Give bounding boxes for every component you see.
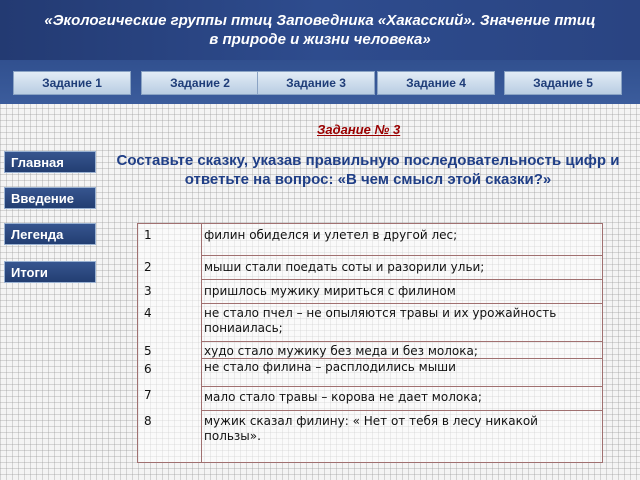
row-number: 8 xyxy=(144,414,152,428)
row-number: 5 xyxy=(144,344,152,358)
page-title: «Экологические группы птиц Заповедника «Хакасский». Значение птиц в природе и жизни человека» xyxy=(44,12,596,48)
row-separator xyxy=(201,303,602,304)
row-separator xyxy=(201,386,602,387)
row-text: пришлось мужику мириться с филином xyxy=(204,284,456,298)
task-title: Задание № 3 xyxy=(317,122,401,137)
row-number: 6 xyxy=(144,362,152,376)
row-text: мало стало травы – корова не дает молока; xyxy=(204,390,482,404)
sidebar-item-results[interactable]: Итоги xyxy=(4,261,96,283)
row-number: 2 xyxy=(144,260,152,274)
header-banner xyxy=(0,0,640,60)
row-text: худо стало мужику без меда и без молока; xyxy=(204,344,478,358)
sidebar-item-main[interactable]: Главная xyxy=(4,151,96,173)
row-number: 7 xyxy=(144,388,152,402)
row-text: филин обиделся и улетел в другой лес; xyxy=(204,228,458,242)
tab-task-4[interactable]: Задание 4 xyxy=(377,71,495,95)
row-separator xyxy=(201,341,602,342)
row-separator xyxy=(201,358,602,359)
table-divider xyxy=(201,224,202,462)
task-question: Составьте сказку, указав правильную последовательность цифр и ответьте на вопрос: «В чем смысл этой сказки?» xyxy=(116,152,620,188)
sidebar-item-intro[interactable]: Введение xyxy=(4,187,96,209)
row-number: 1 xyxy=(144,228,152,242)
tab-task-3[interactable]: Задание 3 xyxy=(257,71,375,95)
sidebar-item-legend[interactable]: Легенда xyxy=(4,223,96,245)
row-separator xyxy=(201,255,602,256)
row-number: 3 xyxy=(144,284,152,298)
tab-task-2[interactable]: Задание 2 xyxy=(141,71,259,95)
row-text: мыши стали поедать соты и разорили ульи; xyxy=(204,260,485,274)
row-separator xyxy=(201,279,602,280)
row-text: не стало филина – расплодились мыши xyxy=(204,360,456,374)
story-table xyxy=(137,223,603,463)
tab-task-5[interactable]: Задание 5 xyxy=(504,71,622,95)
row-separator xyxy=(201,410,602,411)
row-text: мужик сказал филину: « Нет от тебя в лесу никакой пользы». xyxy=(204,414,538,443)
tabs-bar xyxy=(0,60,640,104)
row-text: не стало пчел – не опыляются травы и их урожайность пониаилась; xyxy=(204,306,557,335)
tab-task-1[interactable]: Задание 1 xyxy=(13,71,131,95)
row-number: 4 xyxy=(144,306,152,320)
